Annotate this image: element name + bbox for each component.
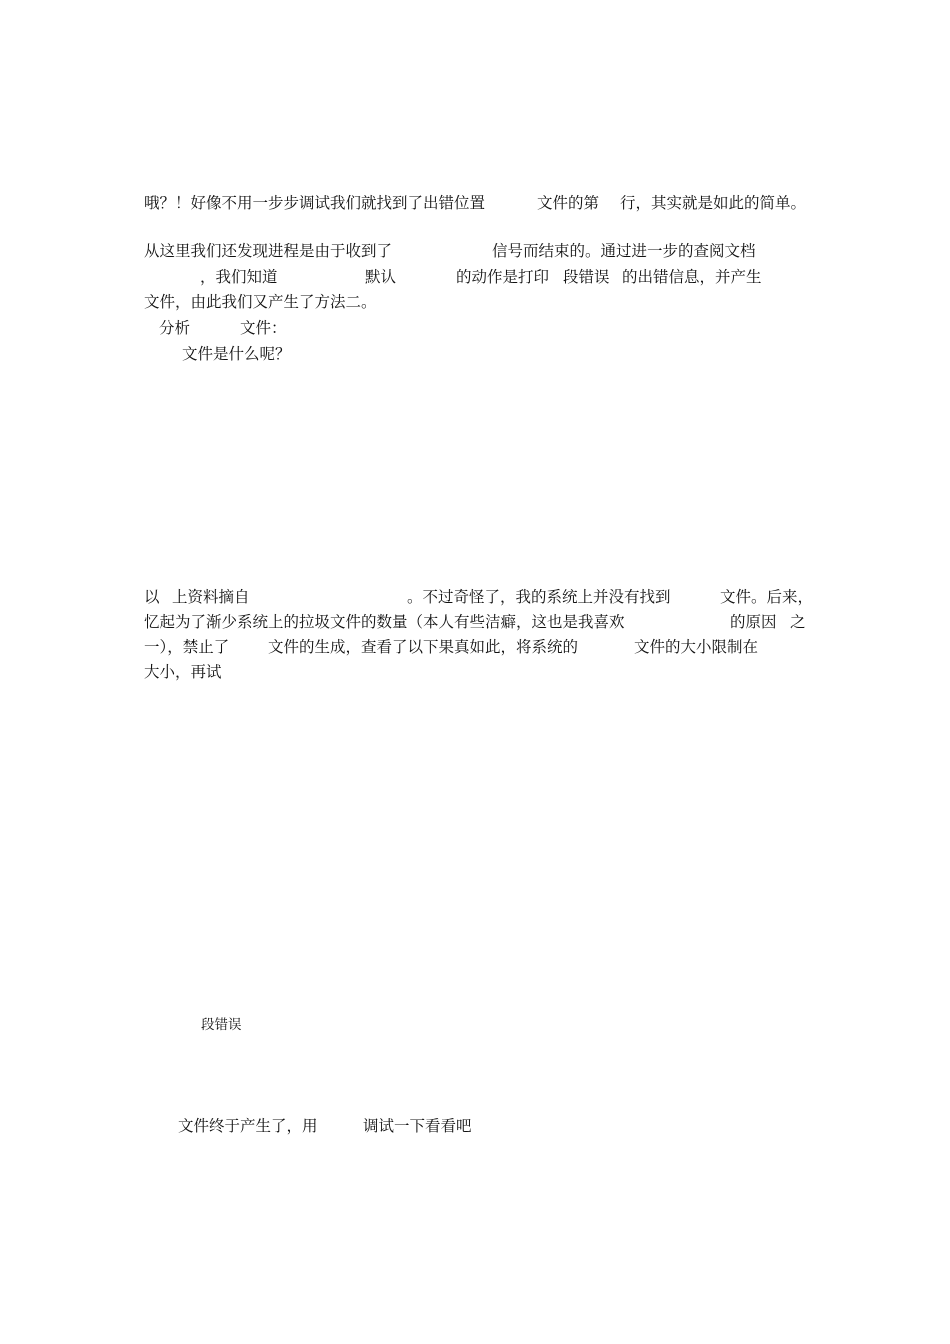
para3-line2-b: 的原因: [730, 613, 777, 631]
para3-line1-b: 上资料摘自: [172, 588, 250, 606]
para1-line1-b: 文件的第: [537, 194, 600, 212]
para3-line1-d: 文件。后来，: [720, 588, 814, 606]
para3-line3-a: 一），禁止了: [144, 638, 230, 656]
section-question: 文件是什么呢？: [182, 345, 291, 363]
para2-line2-e: 的出错信息，并产生: [622, 268, 762, 286]
section-heading-a: 分析: [159, 319, 191, 337]
para3-line2-c: 之: [790, 613, 806, 631]
para3-line1-a: 以: [144, 588, 160, 606]
section-heading-b: 文件：: [240, 319, 287, 337]
para3-line4-a: 大小，再试: [144, 663, 222, 681]
para4-b: 调试一下看看吧: [363, 1117, 472, 1135]
para2-line2-b: 默认: [365, 268, 397, 286]
para2-line2-c: 的动作是打印: [456, 268, 550, 286]
segfault-output: 段错误: [201, 1017, 242, 1033]
para3-line3-b: 文件的生成，查看了以下果真如此，将系统的: [268, 638, 579, 656]
para1-line1-a: 哦？！好像不用一步步调试我们就找到了出错位置: [144, 194, 486, 212]
para2-line3-a: 文件，由此我们又产生了方法二。: [144, 293, 377, 311]
para1-line1-c: 行，其实就是如此的简单。: [620, 194, 807, 212]
para2-line2-d: 段错误: [563, 268, 610, 286]
para4-a: 文件终于产生了，用: [178, 1117, 318, 1135]
para3-line3-c: 文件的大小限制在: [634, 638, 759, 656]
para3-line1-c: 。不过奇怪了，我的系统上并没有找到: [407, 588, 671, 606]
para2-line2-a: ，我们知道: [200, 268, 278, 286]
para3-line2-a: 忆起为了渐少系统上的拉圾文件的数量（本人有些洁癖，这也是我喜欢: [144, 613, 625, 631]
para2-line1-b: 信号而结束的。通过进一步的查阅文档: [492, 242, 756, 260]
para2-line1-a: 从这里我们还发现进程是由于收到了: [144, 242, 393, 260]
